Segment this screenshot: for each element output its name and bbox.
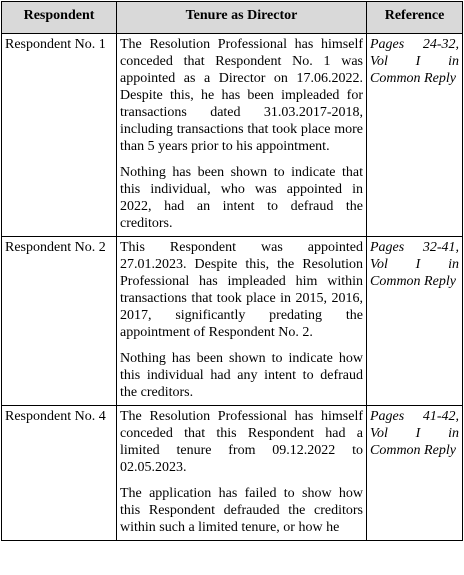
column-header-tenure: Tenure as Director [117,2,367,34]
respondent-cell: Respondent No. 4 [2,406,117,541]
reference-cell: Pages 24-32, Vol I in Common Reply [367,34,463,237]
tenure-cell [117,34,367,237]
table-row [2,406,463,541]
table-row [2,34,463,237]
tenure-paragraph: The Resolution Professional has himself conceded that this Respondent had a limited tenure from 09.12.2022 to 02.05.2023. [120,409,363,475]
table-header-row [2,2,463,34]
respondent-cell: Respondent No. 1 [2,34,117,237]
respondent-cell: Respondent No. 2 [2,237,117,406]
tenure-paragraph: The application has failed to show how this Respondent defrauded the creditors within such a limited tenure, or how he [120,486,363,535]
tenure-cell [117,237,367,406]
tenure-paragraph: The Resolution Professional has himself conceded that Respondent No. 1 was appointed as a Director on 17.06.2022. Despite this, he has been impleaded for transactions dated 31.03.2017-2018, including transactions that took place more than 5 years prior to his appointment. [120,37,363,154]
director-tenure-table [1,1,463,541]
column-header-reference: Reference [367,2,463,34]
tenure-paragraph: This Respondent was appointed 27.01.2023. Despite this, the Resolution Professional has impleaded him within transactions that took place in 2015, 2016, 2017, significantly predating the appointment of Respondent No. 2. [120,240,363,340]
reference-cell: Pages 32-41, Vol I in Common Reply [367,237,463,406]
tenure-paragraph: Nothing has been shown to indicate how this individual had any intent to defraud the creditors. [120,351,363,400]
column-header-respondent: Respondent [2,2,117,34]
table-row [2,237,463,406]
tenure-cell [117,406,367,541]
reference-cell: Pages 41-42, Vol I in Common Reply [367,406,463,541]
tenure-paragraph: Nothing has been shown to indicate that this individual, who was appointed in 2022, had an intent to defraud the creditors. [120,165,363,231]
